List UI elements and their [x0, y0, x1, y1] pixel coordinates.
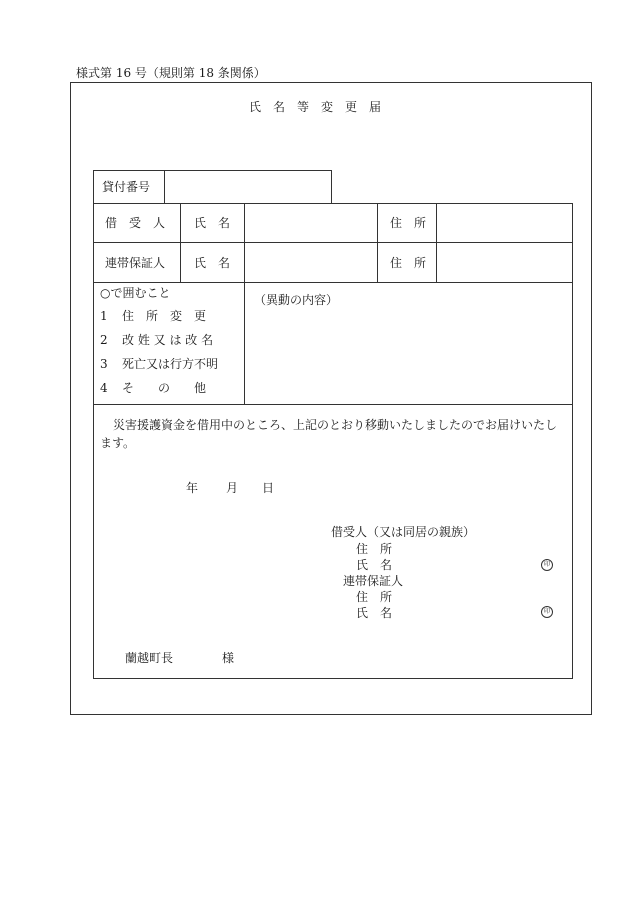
borrower-name-label: 氏 名 — [194, 216, 231, 230]
statement-line-1: 災害援護資金を借用中のところ、上記のとおり移動いたしましたのでお届けいたし — [113, 418, 558, 432]
borrower-name-field-label: 氏 名 — [356, 558, 393, 572]
form-title: 氏 名 等 変 更 届 — [248, 100, 381, 114]
main-table — [93, 203, 573, 679]
statement-line-2: ます。 — [100, 436, 136, 450]
borrower-seal-icon: 印 — [541, 559, 553, 571]
option-4-number: 4 — [100, 381, 108, 395]
col-divider-3 — [377, 203, 378, 282]
change-details-label: （異動の内容） — [254, 293, 339, 307]
loan-number-label: 貸付番号 — [102, 180, 151, 194]
option-1-text[interactable]: 住 所 変 更 — [122, 309, 207, 323]
guarantor-address-field-label: 住 所 — [356, 590, 393, 604]
date-month: 月 — [226, 481, 239, 495]
guarantor-address-label: 住 所 — [390, 256, 427, 270]
option-4-text[interactable]: そ の 他 — [122, 381, 207, 395]
addressee-office: 蘭越町長 — [125, 651, 174, 665]
guarantor-name-field-label: 氏 名 — [356, 606, 393, 620]
row-divider-2 — [93, 282, 573, 283]
form-number: 様式第 16 号（規則第 18 条関係） — [76, 66, 266, 80]
borrower-address-field-label: 住 所 — [356, 542, 393, 556]
option-2-number: 2 — [100, 333, 108, 347]
guarantor-label: 連帯保証人 — [105, 256, 166, 270]
option-1-number: 1 — [100, 309, 108, 323]
row-divider-1 — [93, 242, 573, 243]
col-divider-1 — [180, 203, 181, 282]
guarantor-seal-icon: 印 — [541, 606, 553, 618]
row-divider-3 — [93, 404, 573, 405]
guarantor-name-label: 氏 名 — [194, 256, 231, 270]
loan-number-divider — [164, 170, 165, 203]
borrower-address-label: 住 所 — [390, 216, 427, 230]
guarantor-heading: 連帯保証人 — [343, 574, 404, 588]
option-2-text[interactable]: 改 姓 又 は 改 名 — [122, 333, 214, 347]
date-day: 日 — [262, 481, 275, 495]
borrower-label: 借 受 人 — [105, 216, 166, 230]
col-divider-4 — [436, 203, 437, 282]
option-3-text[interactable]: 死亡又は行方不明 — [122, 357, 219, 371]
date-year: 年 — [186, 481, 199, 495]
addressee-honorific: 様 — [222, 651, 235, 665]
option-3-number: 3 — [100, 357, 108, 371]
col-divider-2 — [244, 203, 245, 404]
borrower-heading: 借受人（又は同居の親族） — [331, 525, 476, 539]
circle-instruction: ○で囲むこと — [100, 286, 171, 300]
